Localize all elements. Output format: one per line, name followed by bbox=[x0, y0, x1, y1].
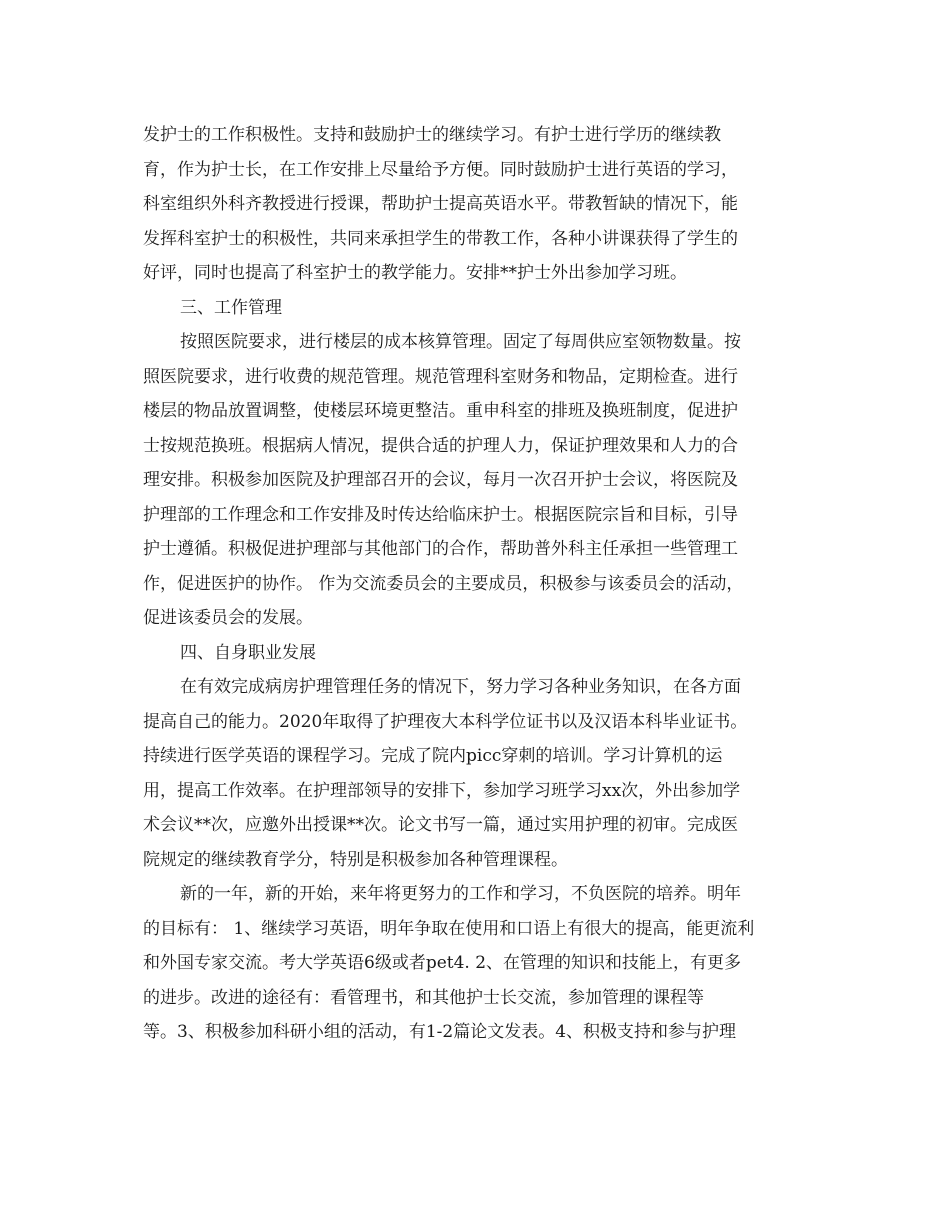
paragraph-first-line: 新的一年，新的开始，来年将更努力的工作和学习，不负医院的培养。明年 bbox=[180, 884, 741, 904]
paragraph-first-line: 四、自身职业发展 bbox=[180, 642, 316, 663]
text-line: 院规定的继续教育学分，特别是积极参加各种管理课程。 bbox=[143, 849, 568, 870]
text-line: 理安排。积极参加医院及护理部召开的会议，每月一次召开护士会议，将医院及 bbox=[143, 470, 738, 490]
text-line: 楼层的物品放置调整，使楼层环境更整洁。重申科室的排班及换班制度，促进护 bbox=[143, 401, 738, 421]
text-line: 促进该委员会的发展。 bbox=[143, 608, 313, 628]
text-line: 育，作为护士长，在工作安排上尽量给予方便。同时鼓励护士进行英语的学习， bbox=[143, 159, 738, 180]
text-line: 用，提高工作效率。在护理部领导的安排下，参加学习班学习xx次，外出参加学 bbox=[143, 780, 741, 801]
text-line: 提高自己的能力。2020年取得了护理夜大本科学位证书以及汉语本科毕业证书。 bbox=[143, 711, 748, 732]
document-body bbox=[143, 118, 813, 1050]
text-line: 护理部的工作理念和工作安排及时传达给临床护士。根据医院宗旨和目标，引导 bbox=[143, 504, 738, 525]
text-line: 护士遵循。积极促进护理部与其他部门的合作，帮助普外科主任承担一些管理工 bbox=[143, 539, 738, 559]
text-line: 士按规范换班。根据病人情况，提供合适的护理人力，保证护理效果和人力的合 bbox=[143, 435, 738, 456]
paragraph-first-line: 在有效完成病房护理管理任务的情况下，努力学习各种业务知识，在各方面 bbox=[180, 677, 741, 697]
text-line: 照医院要求，进行收费的规范管理。规范管理科室财务和物品，定期检查。进行 bbox=[143, 366, 738, 387]
paragraph-first-line: 三、工作管理 bbox=[180, 297, 282, 318]
text-line: 发挥科室护士的积极性，共同来承担学生的带教工作，各种小讲课获得了学生的 bbox=[143, 228, 738, 249]
text-line: 作，促进医护的协作。 作为交流委员会的主要成员，积极参与该委员会的活动， bbox=[143, 573, 744, 594]
text-line: 等。3、积极参加科研小组的活动，有1-2篇论文发表。4、积极支持和参与护理 bbox=[143, 1022, 737, 1042]
text-line: 的进步。改进的途径有：看管理书，和其他护士长交流，参加管理的课程等 bbox=[143, 987, 704, 1008]
text-line: 持续进行医学英语的课程学习。完成了院内picc穿刺的培训。学习计算机的运 bbox=[143, 746, 723, 766]
text-line: 科室组织外科齐教授进行授课，帮助护士提高英语水平。带教暂缺的情况下，能 bbox=[143, 194, 738, 214]
text-line: 发护士的工作积极性。支持和鼓励护士的继续学习。有护士进行学历的继续教 bbox=[143, 125, 721, 145]
text-line: 好评，同时也提高了科室护士的教学能力。安排**护士外出参加学习班。 bbox=[143, 263, 687, 283]
text-line: 和外国专家交流。考大学英语6级或者pet4. 2、在管理的知识和技能上，有更多 bbox=[143, 953, 742, 973]
paragraph-first-line: 按照医院要求，进行楼层的成本核算管理。固定了每周供应室领物数量。按 bbox=[180, 332, 741, 352]
text-line: 术会议**次，应邀外出授课**次。论文书写一篇，通过实用护理的初审。完成医 bbox=[143, 815, 738, 835]
text-line: 的目标有： 1、继续学习英语，明年争取在使用和口语上有很大的提高，能更流利 bbox=[143, 918, 755, 939]
